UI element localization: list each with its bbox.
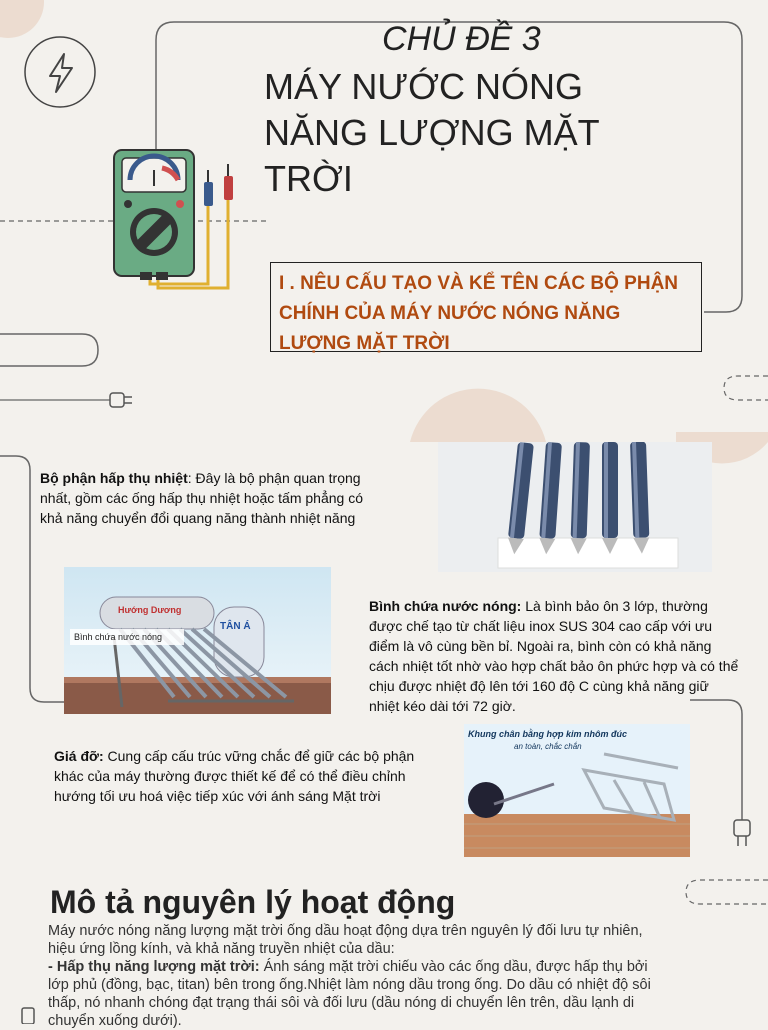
tank-term: Bình chứa nước nóng: [369,598,522,614]
tank-label: Bình chứa nước nóng [74,632,163,642]
aluminum-frame-photo [464,724,690,857]
lightning-bolt-icon [24,36,96,108]
absorber-term: Bộ phận hấp thụ nhiệt [40,470,188,486]
page-title: MÁY NƯỚC NÓNG NĂNG LƯỢNG MẶT TRỜI [264,66,599,199]
multimeter-icon [110,146,250,296]
tank-brand-label: Hướng Dương [118,605,182,615]
frame-subcaption: an toàn, chắc chắn [514,742,582,751]
stand-text: Cung cấp cấu trúc vững chắc để giữ các bộ phận khác của máy thường được thiết kế để có thể điều chỉnh hướng tối ưu hoá việc tiếp xúc với ánh sáng Mặt trời [54,748,415,804]
tank-text: Là bình bảo ôn 3 lớp, thường được chế tạo từ chất liệu inox SUS 304 cao cấp với ưu điểm là vô cùng bền bỉ. Ngoài ra, bình còn có khả năng cách nhiệt tốt nhờ vào hợp chất bảo ôn phức hợp và có thể chịu được nhiệt độ lên tới 160 độ C cùng khả năng giữ nhiệt kéo dài tới 72 giờ. [369,598,739,714]
frame-caption: Khung chân bằng hợp kim nhôm đúc [468,729,628,739]
step1-term: - Hấp thụ năng lượng mặt trời: [48,959,260,975]
principle-heading: Mô tả nguyên lý hoạt động [50,884,456,920]
water-heater-roof-photo [64,567,331,714]
tank-brand-label-2: TÂN Á [220,621,251,632]
section-heading: I . NÊU CẤU TẠO VÀ KỂ TÊN CÁC BỘ PHẬN CHÍNH CỦA MÁY NƯỚC NÓNG NĂNG LƯỢNG MẶT TRỜI [279,273,679,354]
stand-description [54,746,424,806]
stand-term: Giá đỡ: [54,748,104,764]
section-heading-box [270,262,702,352]
vacuum-tubes-photo [438,442,712,572]
principle-intro: Máy nước nóng năng lượng mặt trời ống dầu hoạt động dựa trên nguyên lý đối lưu tự nhiên, hiệu ứng lồng kính, và khả năng truyền nhiệt của dầu: [48,923,643,957]
principle-step-1 [48,958,658,1030]
topic-label: CHỦ ĐỀ 3 [382,20,541,58]
principle-body [48,922,658,1030]
absorber-text: : Đây là bộ phận quan trọng nhất, gồm các ống hấp thụ nhiệt hoặc tấm phẳng có khả năng chuyển đổi quang năng thành nhiệt năng [40,470,364,526]
tank-description [369,596,741,716]
step1-text: Ánh sáng mặt trời chiếu vào các ống dầu, được hấp thụ bởi lớp phủ (đồng, bạc, titan) bên trong ống.Nhiệt làm nóng dầu trong ống. Do dầu có nhiệt độ sôi thấp, nó nhanh chóng đạt trạng thái sôi và đối lưu (dầu nóng di chuyển lên trên, dầu lạnh di chuyển xuống dưới). [48,959,651,1029]
absorber-description [40,468,380,528]
